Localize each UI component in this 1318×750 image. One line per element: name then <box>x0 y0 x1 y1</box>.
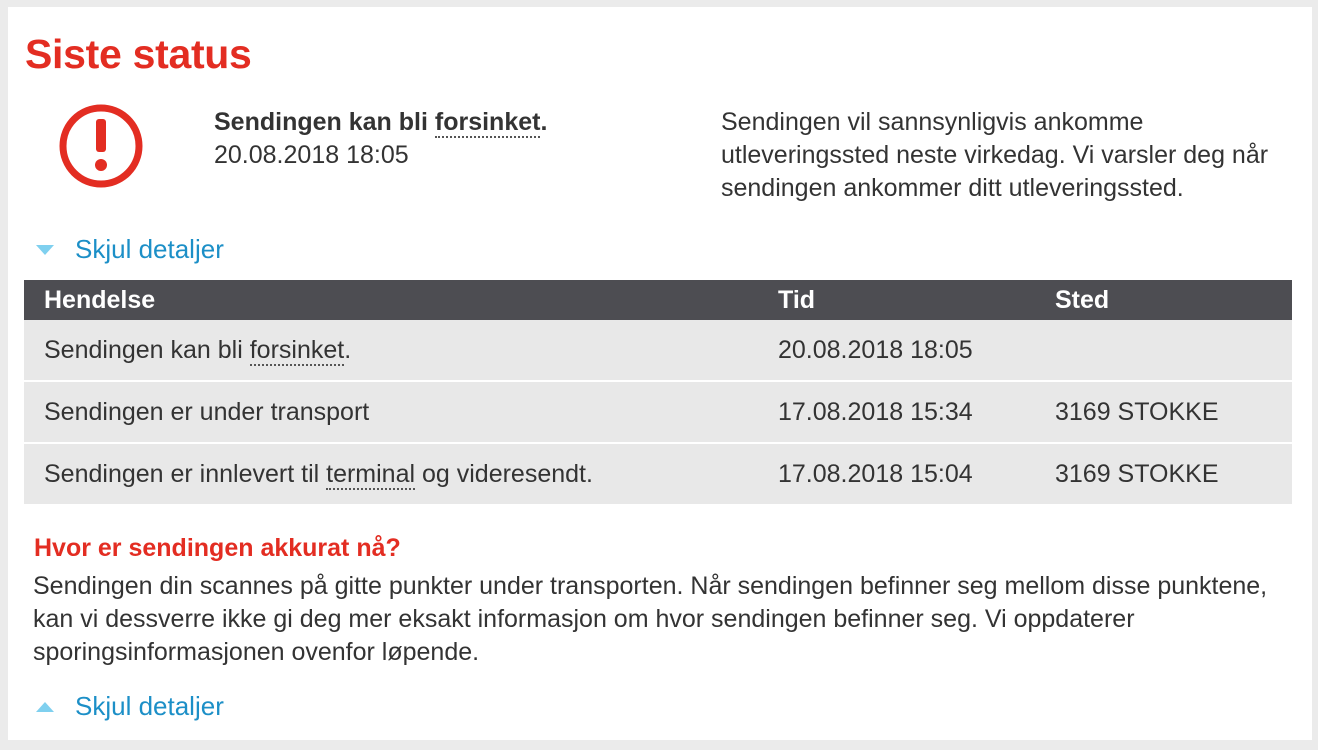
forsinket-term-link[interactable]: forsinket <box>249 335 345 364</box>
time-cell: 17.08.2018 15:04 <box>778 459 973 488</box>
event-text-prefix: Sendingen er innlevert til <box>44 459 327 488</box>
latest-status-description: Sendingen vil sannsynligvis ankomme utleveringssted neste virkedag. Vi varsler deg når sendingen ankommer ditt utleveringssted. <box>721 108 1269 202</box>
column-header-event: Hendelse <box>44 285 156 314</box>
event-cell <box>44 460 593 489</box>
page-title: Siste status <box>25 31 252 77</box>
table-row <box>24 380 1292 442</box>
exclamation-circle-icon <box>55 100 147 192</box>
event-cell <box>44 398 369 427</box>
column-header-time: Tid <box>778 285 816 314</box>
hide-details-toggle-bottom[interactable] <box>35 691 224 722</box>
events-table <box>24 280 1292 504</box>
column-header-place: Sted <box>1055 285 1110 314</box>
hide-details-toggle-top[interactable] <box>35 234 224 265</box>
hide-details-label: Skjul detaljer <box>75 234 224 264</box>
latest-status <box>214 106 547 172</box>
tracking-status-card <box>8 7 1312 740</box>
events-table-header <box>24 280 1292 320</box>
triangle-up-icon <box>35 700 55 714</box>
triangle-down-icon <box>35 243 55 257</box>
hide-details-label: Skjul detaljer <box>75 691 224 721</box>
event-text-prefix: Sendingen kan bli <box>44 335 250 364</box>
event-text-suffix: . <box>344 335 352 364</box>
latest-status-message-suffix: . <box>540 108 548 136</box>
events-table-body <box>24 320 1292 504</box>
time-cell: 17.08.2018 15:34 <box>778 397 973 426</box>
latest-status-message <box>214 106 547 139</box>
event-text-suffix: og videresendt. <box>415 459 593 488</box>
table-row <box>24 442 1292 504</box>
latest-status-message-prefix: Sendingen kan bli <box>214 108 435 136</box>
info-heading: Hvor er sendingen akkurat nå? <box>34 534 401 562</box>
place-cell: 3169 STOKKE <box>1055 459 1219 488</box>
latest-status-datetime: 20.08.2018 18:05 <box>214 141 409 169</box>
time-cell: 20.08.2018 18:05 <box>778 335 973 364</box>
forsinket-term-link[interactable]: forsinket <box>434 108 541 136</box>
event-text-prefix: Sendingen er under transport <box>44 397 370 426</box>
place-cell: 3169 STOKKE <box>1055 397 1219 426</box>
event-cell <box>44 336 351 365</box>
table-row <box>24 320 1292 380</box>
info-text: Sendingen din scannes på gitte punkter under transporten. Når sendingen befinner seg mellom disse punktene, kan vi dessverre ikke gi deg mer eksakt informasjon om hvor sendingen befinner seg. Vi oppdaterer sporingsinformasjonen ovenfor løpende. <box>33 572 1268 666</box>
terminal-term-link[interactable]: terminal <box>326 459 416 488</box>
